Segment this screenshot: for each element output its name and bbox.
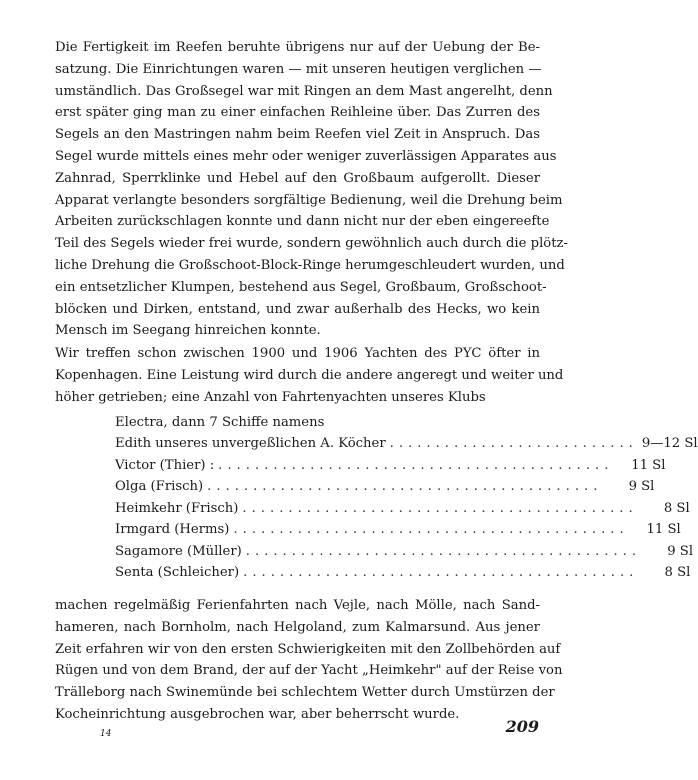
leader-dots: ........................................... [242,500,638,516]
text-line: blöcken und Dirken, entstand, und zwar außerhalb des Hecks, wo kein [55,301,540,317]
paragraph-holiday-trips [55,595,563,726]
yacht-name: Irmgard (Herms) [115,522,230,537]
yacht-name: Olga (Frisch) [115,479,204,494]
text-line: Rügen und von dem Brand, der auf der Yacht „Heimkehr" auf der Reise von [55,663,563,679]
text-line: Wir treffen schon zwischen 1900 und 1906 Yachten des PYC öfter in [55,346,540,361]
text-line: Apparat verlangte besonders sorgfältige Bedienung, weil die Drehung beim [55,192,563,208]
text-line: Zahnrad, Sperrklinke und Hebel auf den Großbaum aufgerollt. Dieser [55,170,540,186]
yacht-name: Heimkehr (Frisch) [115,500,239,516]
yacht-name: Victor (Thier) : [115,457,215,473]
leader-dots: ........................................... [245,543,642,559]
text-line: liche Drehung die Großschoot-Block-Ringe herumgeschleudert wurden, und [55,257,565,273]
yacht-value: 9—12 Sl [641,436,698,451]
text-line: Trälleborg nach Swinemünde bei schlechtem Wetter durch Umstürzen der [55,685,555,701]
yacht-row [115,562,691,584]
page-number: 209 [505,717,539,736]
text-line: hameren, nach Bornholm, nach Helgoland, zum Kalmarsund. Aus jener [55,619,540,635]
text-line: Kopenhagen. Eine Leistung wird durch die andere angeregt und weiter und [55,367,564,383]
text-line: Segels an den Mastringen nahm beim Reefen viel Zeit in Anspruch. Das [55,127,540,143]
yacht-value: 11 Sl [631,457,666,473]
text-line: ein entsetzlicher Klumpen, bestehend aus Segel, Großbaum, Großschoot- [55,279,547,295]
text-line: satzung. Die Einrichtungen waren — mit unseren heutigen verglichen — [55,61,542,77]
yacht-row [115,433,698,455]
text-line: Segel wurde mittels eines mehr oder weniger zuverlässigen Apparates aus [55,148,557,164]
leader-dots: ........................................... [243,565,639,580]
yacht-name: Senta (Schleicher) [115,565,240,580]
yacht-list-intro: Electra, dann 7 Schiffe namens [115,415,325,430]
text-line: umständlich. Das Großsegel war mit Ringen an dem Mast angerelht, denn [55,83,553,99]
text-line: Mensch im Seegang hinreichen konnte. [55,323,321,339]
leader-dots: ........................................... [207,479,603,494]
leader-dots: ........................................... [233,522,629,537]
yacht-name: Sagamore (Müller) [115,543,242,559]
yacht-value: 8 Sl [663,500,690,516]
yacht-row [115,519,681,541]
yacht-row [115,455,666,477]
leader-dots: ........................... [389,436,638,451]
text-line: Arbeiten zurückschlagen konnte und dann nicht nur der eben eingereefte [55,214,550,230]
printer-signature: 14 [100,729,112,739]
yacht-list [115,412,698,584]
text-line: Teil des Segels wieder frei wurde, sondern gewöhnlich auch durch die plötz- [55,236,568,252]
leader-dots: ........................................... [218,457,614,473]
yacht-value: 8 Sl [664,565,691,580]
text-line: höher getrieben; eine Anzahl von Fahrtenyachten unseres Klubs [55,389,486,405]
paragraph-reefing [55,37,568,342]
yacht-row [115,476,655,498]
yacht-value: 11 Sl [646,522,681,537]
paragraph-copenhagen [55,343,564,408]
text-line: machen regelmäßig Ferienfahrten nach Vejle, nach Mölle, nach Sand- [55,598,540,613]
yacht-value: 9 Sl [667,543,694,559]
yacht-name: Edith unseres unvergeßlichen A. Köcher [115,436,386,451]
text-line: erst später ging man zu einer einfachen Reihleine über. Das Zurren des [55,105,540,121]
text-line: Zeit erfahren wir von den ersten Schwierigkeiten mit den Zollbehörden auf [55,641,561,657]
yacht-row [115,541,694,563]
text-line: Die Fertigkeit im Reefen beruhte übrigens nur auf der Uebung der Be- [55,40,540,55]
text-line: Kocheinrichtung ausgebrochen war, aber beherrscht wurde. [55,706,460,722]
yacht-value: 9 Sl [628,479,655,494]
yacht-row [115,498,690,520]
